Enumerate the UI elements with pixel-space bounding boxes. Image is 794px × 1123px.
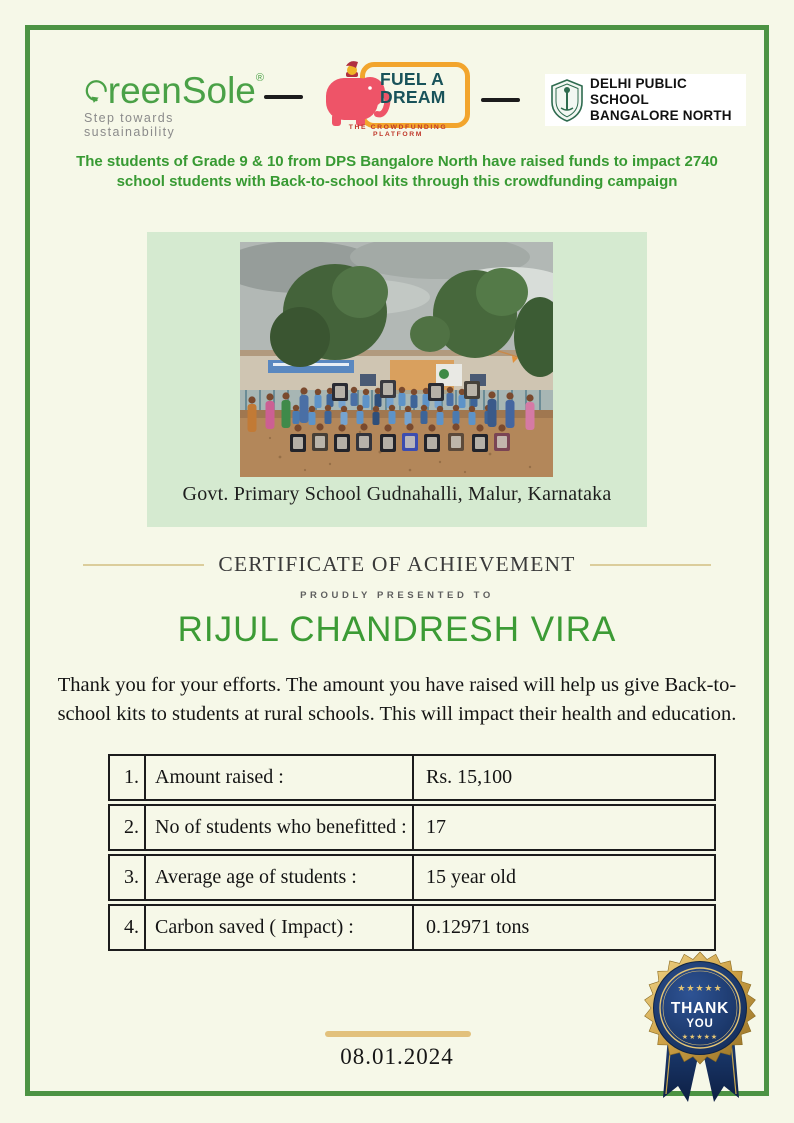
row-label: Average age of students :	[146, 856, 414, 899]
badge-stars-bottom: ★★★★★	[681, 1033, 719, 1041]
certificate-date: 08.01.2024	[340, 1044, 454, 1069]
row-label: No of students who benefitted :	[146, 806, 414, 849]
separator-dash	[481, 98, 520, 102]
date-underline	[325, 1031, 471, 1037]
photo-caption: Govt. Primary School Gudnahalli, Malur, Karnataka	[182, 483, 612, 505]
row-label: Amount raised :	[146, 756, 414, 799]
photo-panel	[147, 232, 647, 527]
campaign-intro-text: The students of Grade 9 & 10 from DPS Bangalore North have raised funds to impact 2740 school students with Back-to-school kits through this crowdfunding campaign	[76, 153, 718, 190]
fad-line2: DREAM	[380, 87, 446, 107]
row-number: 3.	[110, 856, 146, 899]
badge-you: YOU	[686, 1018, 714, 1030]
decorative-line-left	[83, 564, 204, 566]
table-row	[108, 904, 716, 951]
fuel-a-dream-logo	[318, 56, 470, 138]
impact-table	[108, 754, 716, 954]
row-number: 4.	[110, 906, 146, 949]
fuel-a-dream-tagline: THE CROWDFUNDING PLATFORM	[348, 124, 448, 138]
recipient-name: RIJUL CHANDRESH VIRA	[177, 610, 617, 649]
row-label: Carbon saved ( Impact) :	[146, 906, 414, 949]
separator-dash	[264, 95, 303, 99]
row-value: 17	[426, 816, 446, 838]
dps-line2: BANGALORE NORTH	[590, 108, 732, 123]
thank-you-badge	[636, 950, 766, 1108]
decorative-line-right	[590, 564, 711, 566]
dps-line1: DELHI PUBLIC SCHOOL	[590, 76, 687, 107]
certificate-title-row	[0, 552, 794, 577]
greensole-tagline: Step towards sustainability	[84, 111, 176, 139]
greensole-g-arrow-icon	[84, 72, 108, 110]
fad-line1: FUEL A	[380, 69, 445, 89]
table-row	[108, 754, 716, 801]
row-number: 2.	[110, 806, 146, 849]
dps-wordmark	[590, 76, 746, 124]
thank-you-message: Thank you for your efforts. The amount you have raised will help us give Back-to-school kits to students at rural schools. This will impact their health and education.	[57, 674, 737, 725]
certificate-title: CERTIFICATE OF ACHIEVEMENT	[218, 552, 576, 576]
presented-to-label: PROUDLY PRESENTED TO	[300, 590, 494, 601]
thank-you-rosette-icon	[636, 950, 766, 1108]
greensole-logo	[84, 72, 264, 139]
table-row	[108, 804, 716, 851]
row-value: Rs. 15,100	[426, 766, 513, 788]
row-value: 0.12971 tons	[426, 916, 530, 938]
school-photo	[240, 242, 553, 477]
row-number: 1.	[110, 756, 146, 799]
dps-crest-icon	[550, 78, 584, 122]
dps-logo	[545, 74, 746, 126]
registered-mark: ®	[255, 72, 264, 84]
table-row	[108, 854, 716, 901]
badge-thank: THANK	[670, 1000, 730, 1017]
fuel-a-dream-wordmark	[380, 70, 466, 106]
row-value: 15 year old	[426, 866, 516, 888]
school-group-photo	[240, 242, 553, 477]
badge-stars-top: ★★★★★	[677, 983, 723, 993]
greensole-wordmark: reenSole	[107, 70, 256, 111]
